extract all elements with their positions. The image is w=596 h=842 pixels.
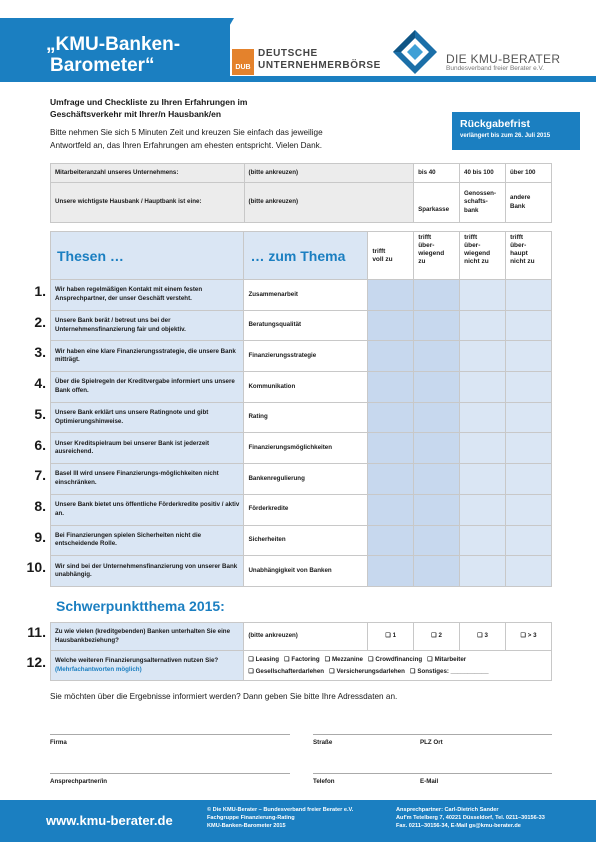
question-number: 10. [26, 559, 46, 576]
main-bank-row [51, 183, 552, 223]
answer-checkbox[interactable] [506, 372, 552, 403]
title-banner-wedge [196, 18, 234, 82]
thesis-topic: Rating [244, 402, 368, 433]
answer-checkbox[interactable] [414, 494, 460, 525]
kmu-berater-subtitle: Bundesverband freier Berater e.V. [446, 65, 545, 72]
thesis-row [51, 280, 552, 311]
question-12-text: Welche weiteren Finanzierungsalternativen nutzen Sie? [55, 657, 219, 664]
question-12-hint: (Mehrfachantworten möglich) [55, 665, 142, 673]
thesis-row [51, 402, 552, 433]
answer-checkbox[interactable] [460, 525, 506, 556]
employee-option-2[interactable]: 40 bis 100 [460, 164, 506, 183]
answer-checkbox[interactable] [506, 556, 552, 587]
telefon-label: Telefon [313, 778, 335, 785]
question-number: 12. [26, 654, 46, 670]
employee-count-row [51, 164, 552, 183]
question-number: 4. [34, 375, 46, 392]
answer-checkbox[interactable] [506, 494, 552, 525]
answer-checkbox[interactable] [506, 341, 552, 372]
answer-checkbox[interactable] [368, 525, 414, 556]
thesen-header-row [51, 232, 552, 280]
bank-option-andere[interactable]: andere Bank [506, 183, 552, 223]
thesen-table [50, 231, 552, 587]
answer-checkbox[interactable] [460, 310, 506, 341]
footer-contact-line1: Ansprechpartner: Carl-Dietrich Sander [396, 807, 499, 813]
thesis-text: Basel III wird unsere Finanzierungs-möglichkeiten nicht einschränken. [51, 464, 244, 495]
intro-heading [50, 96, 247, 120]
contact-prompt: Sie möchten über die Ergebnisse informiert werden? Dann geben Sie bitte Ihre Adressdaten an. [50, 692, 398, 701]
firma-field-line[interactable] [50, 734, 290, 735]
answer-checkbox[interactable] [460, 464, 506, 495]
question-number: 7. [34, 467, 46, 484]
answer-checkbox[interactable] [414, 310, 460, 341]
bank-count-option-3[interactable]: ❑ 3 [460, 623, 506, 651]
thesis-row [51, 341, 552, 372]
answer-checkbox[interactable] [368, 280, 414, 311]
question-number: 6. [34, 436, 46, 453]
thesis-row [51, 494, 552, 525]
dub-logo-text [258, 48, 381, 72]
question-number: 3. [34, 344, 46, 361]
financing-options[interactable] [244, 651, 552, 681]
footer-url-link[interactable]: www.kmu-berater.de [46, 813, 173, 828]
question-number: 8. [34, 497, 46, 514]
strasse-label: Straße [313, 739, 333, 746]
thesis-topic: Unabhängigkeit von Banken [244, 556, 368, 587]
ansprechpartner-field-line[interactable] [50, 773, 290, 774]
answer-checkbox[interactable] [414, 402, 460, 433]
answer-checkbox[interactable] [506, 464, 552, 495]
intro-heading-line1: Umfrage und Checkliste zu Ihren Erfahrungen im [50, 97, 248, 107]
intro-text [50, 126, 430, 152]
schwerpunkt-table [50, 622, 552, 681]
footer-contact [396, 806, 545, 830]
thesis-topic: Zusammenarbeit [244, 280, 368, 311]
employee-count-label: Mitarbeiteranzahl unseres Unternehmens: [51, 164, 245, 183]
thesis-row [51, 372, 552, 403]
dub-line1: DEUTSCHE [258, 48, 318, 59]
answer-checkbox[interactable] [414, 280, 460, 311]
question-12-cell [51, 651, 244, 681]
answer-checkbox[interactable] [460, 433, 506, 464]
answer-checkbox[interactable] [368, 433, 414, 464]
question-number: 1. [34, 283, 46, 299]
address-field-line[interactable] [313, 734, 552, 735]
page-title-line2: Barometer“ [50, 55, 155, 76]
financing-options-line2[interactable]: ❑ Gesellschafterdarlehen ❑ Versicherungsdarlehen ❑ Sonstiges: ___________ [248, 667, 489, 675]
bank-count-option-more[interactable]: ❑ > 3 [506, 623, 552, 651]
question-11-hint: (bitte ankreuzen) [244, 623, 368, 651]
thesis-topic: Bankenregulierung [244, 464, 368, 495]
choice-header-voll: trifft voll zu [368, 232, 414, 280]
employee-option-3[interactable]: über 100 [506, 164, 552, 183]
thesis-text: Wir haben eine klare Finanzierungsstrategie, die unsere Bank mitträgt. [51, 341, 244, 372]
kmu-berater-logo-icon [391, 28, 439, 76]
thema-header: … zum Thema [244, 232, 368, 280]
answer-checkbox[interactable] [414, 433, 460, 464]
answer-checkbox[interactable] [506, 525, 552, 556]
ansprechpartner-label: Ansprechpartner/in [50, 778, 108, 785]
thesis-text: Unser Kreditspielraum bei unserer Bank ist jederzeit ausreichend. [51, 433, 244, 464]
answer-checkbox[interactable] [506, 433, 552, 464]
answer-checkbox[interactable] [368, 310, 414, 341]
thesis-row [51, 433, 552, 464]
thesis-topic: Finanzierungsmöglichkeiten [244, 433, 368, 464]
deadline-box [452, 112, 580, 150]
intro-text-line1: Bitte nehmen Sie sich 5 Minuten Zeit und kreuzen Sie einfach das jeweilige [50, 128, 323, 137]
answer-checkbox[interactable] [368, 341, 414, 372]
thesis-text: Unsere Bank bietet uns öffentliche Förderkredite positiv / aktiv an. [51, 494, 244, 525]
thesis-text: Bei Finanzierungen spielen Sicherheiten nicht die entscheidende Rolle. [51, 525, 244, 556]
thesen-header: Thesen … [51, 232, 244, 280]
thesis-row [51, 556, 552, 587]
firma-label: Firma [50, 739, 67, 746]
bank-option-sparkasse[interactable]: Sparkasse [414, 183, 460, 223]
dub-logo: DUB [232, 49, 254, 75]
choice-header-ueberwiegend: trifft über- wiegend zu [414, 232, 460, 280]
main-bank-hint: (bitte ankreuzen) [244, 183, 414, 223]
answer-checkbox[interactable] [414, 464, 460, 495]
question-number: 2. [34, 313, 46, 330]
phone-email-field-line[interactable] [313, 773, 552, 774]
deadline-subtitle: verlängert bis zum 26. Juli 2015 [460, 133, 551, 139]
footer-contact-line3: Fax. 0211–30156-34, E-Mail gs@kmu-berater.de [396, 823, 521, 829]
thesis-topic: Sicherheiten [244, 525, 368, 556]
question-number: 9. [34, 528, 46, 545]
intro-heading-line2: Geschäftsverkehr mit Ihrer/n Hausbank/en [50, 109, 222, 119]
answer-checkbox[interactable] [460, 341, 506, 372]
deadline-title: Rückgabefrist [460, 118, 531, 130]
footer-contact-line2: Auf'm Tetelberg 7, 40221 Düsseldorf, Tel. 0211–30156-33 [396, 815, 545, 821]
kmu-berater-name: DIE KMU-BERATER [446, 52, 561, 66]
company-info-table [50, 163, 552, 223]
answer-checkbox[interactable] [460, 372, 506, 403]
answer-checkbox[interactable] [368, 372, 414, 403]
question-number: 11. [27, 624, 46, 640]
email-label: E-Mail [420, 778, 439, 785]
answer-checkbox[interactable] [368, 556, 414, 587]
answer-checkbox[interactable] [506, 402, 552, 433]
thesis-text: Über die Spielregeln der Kreditvergabe informiert uns unsere Bank offen. [51, 372, 244, 403]
schwerpunkt-title: Schwerpunktthema 2015: [56, 598, 225, 614]
thesis-topic: Finanzierungsstrategie [244, 341, 368, 372]
thesis-row [51, 525, 552, 556]
thesis-row [51, 310, 552, 341]
employee-option-1[interactable]: bis 40 [414, 164, 460, 183]
page-title-line1: „KMU-Banken- [46, 34, 181, 55]
bank-count-option-1[interactable]: ❑ 1 [368, 623, 414, 651]
answer-checkbox[interactable] [460, 556, 506, 587]
answer-checkbox[interactable] [506, 310, 552, 341]
question-11-row [51, 623, 552, 651]
thesis-text: Unsere Bank erklärt uns unsere Ratingnote und gibt Optimierungshinweise. [51, 402, 244, 433]
main-bank-label: Unsere wichtigste Hausbank / Hauptbank ist eine: [51, 183, 245, 223]
bank-option-genossenschaftsbank[interactable]: Genossen- schafts- bank [460, 183, 506, 223]
answer-checkbox[interactable] [460, 402, 506, 433]
answer-checkbox[interactable] [414, 341, 460, 372]
footer-copyright-line2: Fachgruppe Finanzierung-Rating [207, 815, 295, 821]
thesis-topic: Beratungsqualität [244, 310, 368, 341]
thesis-text: Wir sind bei der Unternehmensfinanzierung von unserer Bank unabhängig. [51, 556, 244, 587]
footer-copyright-line1: © Die KMU-Berater – Bundesverband freier Berater e.V. [207, 807, 354, 813]
dub-line2: UNTERNEHMERBÖRSE [258, 60, 381, 71]
question-11-text: Zu wie vielen (kreditgebenden) Banken unterhalten Sie eine Hausbankbeziehung? [51, 623, 244, 651]
employee-count-hint: (bitte ankreuzen) [244, 164, 414, 183]
answer-checkbox[interactable] [460, 494, 506, 525]
choice-header-ueberhaupt-nicht: trifft über- haupt nicht zu [506, 232, 552, 280]
question-number: 5. [34, 405, 46, 422]
thesis-row [51, 464, 552, 495]
thesis-text: Wir haben regelmäßigen Kontakt mit einem festen Ansprechpartner, der unser Geschäft versteht. [51, 280, 244, 311]
answer-checkbox[interactable] [414, 556, 460, 587]
intro-text-line2: Antwortfeld an, das Ihren Erfahrungen am ehesten entspricht. Vielen Dank. [50, 141, 323, 150]
answer-checkbox[interactable] [368, 402, 414, 433]
answer-checkbox[interactable] [414, 525, 460, 556]
answer-checkbox[interactable] [368, 464, 414, 495]
answer-checkbox[interactable] [460, 280, 506, 311]
answer-checkbox[interactable] [506, 280, 552, 311]
financing-options-line1[interactable]: ❑ Leasing ❑ Factoring ❑ Mezzanine ❑ Crowdfinancing ❑ Mitarbeiter [248, 655, 467, 663]
footer-copyright-line3: KMU-Banken-Barometer 2015 [207, 823, 286, 829]
answer-checkbox[interactable] [414, 372, 460, 403]
choice-header-ueberwiegend-nicht: trifft über- wiegend nicht zu [460, 232, 506, 280]
thesis-text: Unsere Bank berät / betreut uns bei der Unternehmensfinanzierung fair und objektiv. [51, 310, 244, 341]
thesis-topic: Kommunikation [244, 372, 368, 403]
thesis-topic: Förderkredite [244, 494, 368, 525]
bank-count-option-2[interactable]: ❑ 2 [414, 623, 460, 651]
plz-ort-label: PLZ Ort [420, 739, 443, 746]
question-12-row [51, 651, 552, 681]
answer-checkbox[interactable] [368, 494, 414, 525]
footer-copyright [207, 806, 353, 830]
